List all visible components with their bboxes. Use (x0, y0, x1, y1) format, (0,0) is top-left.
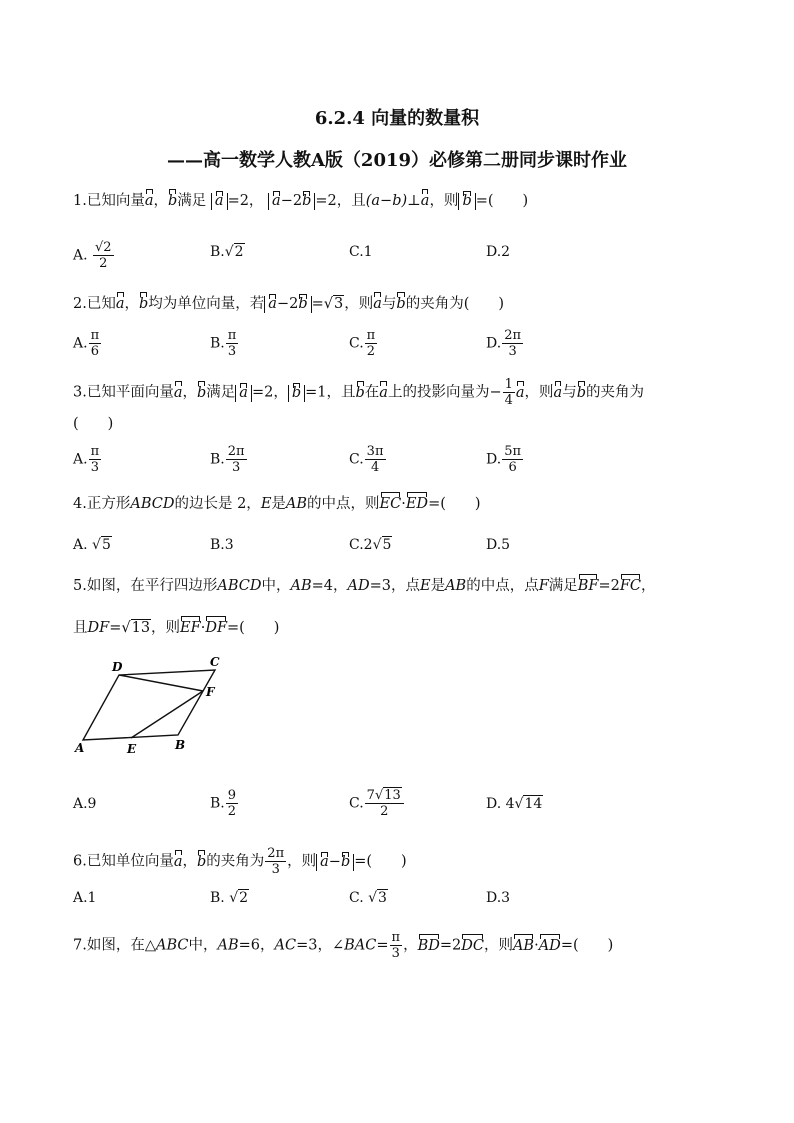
q5-option-b[interactable] (210, 788, 239, 819)
q3-option-c[interactable] (349, 444, 387, 475)
label-f: F (206, 685, 215, 699)
option-label: C.2 (349, 537, 373, 553)
q1-abs-diff (268, 193, 315, 210)
q4-option-c[interactable]: C.2√5 (349, 537, 392, 553)
q4-vector-ec: EC (379, 496, 402, 512)
sqrt-radicand: 2 (239, 890, 249, 906)
option-label: B. (210, 795, 225, 812)
q7-vector-ad: AD (538, 937, 561, 954)
fraction (226, 328, 239, 359)
denominator: 3 (90, 460, 99, 475)
q6-text: 的夹角为 (206, 853, 265, 870)
q2-option-a[interactable] (73, 328, 102, 359)
q3-option-b[interactable] (210, 444, 248, 475)
q3-text: =1，且 (305, 384, 356, 401)
q3-abs-b-var: b (291, 384, 302, 401)
denominator: 3 (271, 862, 280, 877)
q6-text: ，则 (287, 853, 317, 870)
q5-text: 满足 (548, 578, 578, 594)
numerator: √2 (95, 240, 112, 255)
option-label: B. (210, 451, 225, 468)
denominator: 2 (99, 256, 108, 271)
q3-vector-b: b (576, 384, 586, 401)
option-label: C. (349, 890, 364, 906)
q1-abs-diff-b: b (302, 193, 312, 209)
option-label: D. 4 (486, 796, 515, 812)
q5-vector-fc: FC (619, 578, 642, 594)
q5-parallelogram-name: ABCD (217, 578, 262, 594)
option-label: A. (73, 335, 88, 352)
q7-equals: = (376, 937, 389, 954)
q7-dot: · (534, 937, 539, 954)
q6-answer-blank: =( ) (354, 853, 407, 870)
fraction (226, 444, 247, 475)
sqrt-radicand: 13 (384, 788, 401, 803)
sqrt-radicand: 5 (382, 537, 392, 553)
q5-text: =4， (311, 578, 348, 594)
q3-vector-b: b (355, 384, 365, 401)
denominator: 6 (90, 344, 99, 359)
numerator-coefficient: 7 (366, 788, 375, 803)
q7-vector-ab: AB (512, 937, 535, 954)
q7-angle-bac: BAC (344, 937, 377, 954)
sqrt-radicand: 3 (378, 890, 387, 906)
q1-option-b[interactable]: B.√2 (210, 244, 244, 260)
q1-option-c[interactable]: C.1 (349, 244, 373, 260)
question-5-stem (73, 576, 656, 596)
q2-option-b[interactable] (210, 328, 239, 359)
q2-equals: = (311, 296, 324, 312)
q5-text: 的中点，点 (466, 578, 539, 594)
numerator: 2π (504, 328, 522, 343)
denominator: 3 (391, 946, 400, 961)
denominator: 6 (508, 460, 517, 475)
q7-vector-bd: BD (417, 937, 440, 954)
q7-text: =2 (439, 937, 462, 954)
q1-text: 满足 (177, 193, 207, 209)
q1-vector-a: a (144, 193, 154, 209)
q5-text: =2 (598, 578, 620, 594)
option-label: A. (73, 247, 88, 264)
q6-option-d[interactable]: D.3 (486, 890, 511, 906)
q4-point-e: E (260, 496, 272, 512)
q3-text: ，则 (524, 384, 554, 401)
q3-vector-b: b (197, 384, 207, 401)
q1-abs-b (458, 193, 475, 210)
q3-abs-a-var: a (239, 384, 248, 401)
q5-answer-blank: =( ) (227, 620, 280, 636)
sqrt-radicand: 14 (524, 796, 543, 812)
label-e: E (127, 742, 137, 756)
numerator: 1 (504, 377, 513, 392)
fraction (365, 444, 386, 475)
q2-comma: ， (124, 296, 139, 312)
q5-vector-ef: EF (180, 620, 201, 636)
q3-vector-a: a (379, 384, 388, 401)
q7-text: 中， (188, 937, 218, 954)
fraction (265, 846, 286, 877)
q3-vector-a: a (553, 384, 563, 401)
q6-vector-b: b (197, 853, 207, 870)
denominator: 2 (227, 804, 237, 819)
q5-text: =3，点 (369, 578, 420, 594)
q1-comma: ， (153, 193, 168, 209)
question-4-stem (73, 494, 481, 514)
q5-vector-bf: BF (577, 578, 599, 594)
page-subtitle: ——高一数学人教A版（2019）必修第二册同步课时作业 (166, 150, 628, 171)
q6-text: 6.已知单位向量 (73, 853, 174, 870)
q3-option-a[interactable] (73, 444, 102, 475)
q3-text: 与 (562, 384, 577, 401)
q5-dot: · (200, 620, 206, 636)
q7-triangle-name: ABC (156, 937, 189, 954)
q7-text: =6， (238, 937, 275, 954)
numerator: π (90, 444, 100, 459)
q1-abs-b-var: b (462, 193, 472, 209)
q5-equals: = (109, 620, 122, 636)
q1-vector-b: b (168, 193, 178, 209)
q2-option-d[interactable] (486, 328, 524, 359)
q6-option-c[interactable]: C. √3 (349, 890, 387, 906)
q7-text: 7.如图，在△ (73, 937, 156, 954)
q1-option-a[interactable] (73, 240, 115, 271)
numerator: π (90, 328, 100, 343)
numerator: 3π (366, 444, 384, 459)
denominator: 3 (227, 344, 237, 359)
q6-option-b[interactable]: B. √2 (210, 890, 249, 906)
q3-text: =2， (251, 384, 288, 401)
option-label: B. (210, 890, 225, 906)
sqrt-radicand: 13 (131, 620, 151, 636)
q1-abs-a (211, 193, 228, 210)
segment-df (119, 675, 203, 691)
label-a: A (75, 741, 85, 755)
q3-text: 上的投影向量为− (387, 384, 502, 401)
q3-answer-blank: ( ) (73, 416, 114, 432)
q5-text: 中， (261, 578, 291, 594)
q2-abs-a: a (268, 296, 277, 312)
page-title: 6.2.4 向量的数量积 (314, 108, 480, 129)
sqrt-radicand: 5 (101, 537, 111, 553)
q1-option-d[interactable]: D.2 (486, 244, 511, 260)
q4-dot: · (401, 496, 406, 512)
q5-parallelogram-figure (72, 655, 232, 765)
q1-abs-diff-op: −2 (280, 193, 303, 209)
fraction (89, 328, 102, 359)
q4-square-name: ABCD (130, 496, 175, 512)
q6-abs-op: − (328, 853, 341, 870)
numerator: 7√13 (365, 788, 404, 804)
q3-abs-b (288, 385, 305, 402)
q1-text: 1.已知向量 (73, 193, 145, 209)
option-label: C. (349, 335, 364, 352)
q2-abs-op: −2 (276, 296, 299, 312)
q7-text: =3，∠ (296, 937, 345, 954)
numerator: π (391, 930, 401, 945)
q5-segment-df: DF (87, 620, 110, 636)
q7-vector-dc: DC (461, 937, 484, 954)
option-label: B. (210, 244, 225, 260)
q3-text: 满足 (206, 384, 236, 401)
numerator: π (227, 328, 237, 343)
denominator: 3 (232, 460, 241, 475)
sqrt-radicand: 3 (334, 296, 344, 312)
q5-text: 5.如图，在平行四边形 (73, 578, 218, 594)
q2-vector-b: b (396, 296, 406, 312)
question-7-stem (73, 930, 613, 961)
q1-text: =2，且 (315, 193, 366, 209)
q1-option-a-fraction (93, 240, 114, 271)
q5-text: ，则 (151, 620, 181, 636)
q1-text: =2， (227, 193, 264, 209)
fraction (365, 788, 404, 819)
q4-text: 4.正方形 (73, 496, 131, 512)
q5-option-d[interactable]: D. 4√14 (486, 796, 543, 812)
option-label: A. (73, 537, 88, 553)
q5-vector-df: DF (205, 620, 227, 636)
q1-abs-a-var: a (214, 193, 224, 209)
numerator: 2π (227, 444, 245, 459)
q4-text: 的中点，则 (307, 496, 380, 512)
q7-segment-ab: AB (217, 937, 239, 954)
q4-segment-ab: AB (285, 496, 308, 512)
fraction (503, 377, 515, 408)
q5-point-e: E (419, 578, 431, 594)
q6-abs-diff (316, 854, 354, 871)
q2-text: 2.已知 (73, 296, 116, 312)
q5-option-a[interactable]: A.9 (73, 796, 97, 812)
q7-text: ，则 (483, 937, 513, 954)
q6-comma: ， (182, 853, 197, 870)
q3-text: 3.已知平面向量 (73, 384, 174, 401)
option-label: A. (73, 451, 88, 468)
question-6-stem (73, 846, 407, 877)
q4-text: 的边长是 2， (174, 496, 261, 512)
q2-vector-a: a (373, 296, 382, 312)
fraction (390, 930, 403, 961)
fraction (226, 788, 238, 819)
q2-option-c[interactable] (349, 328, 378, 359)
q7-answer-blank: =( ) (560, 937, 614, 954)
q2-text: 均为单位向量，若 (148, 296, 265, 312)
denominator: 2 (380, 804, 389, 819)
figure-lines (83, 670, 215, 740)
numerator: 9 (227, 788, 237, 803)
numerator: 5π (504, 444, 522, 459)
q1-vector-a: a (420, 193, 430, 209)
q2-answer-blank: 的夹角为( ) (405, 296, 505, 312)
denominator: 4 (504, 393, 513, 408)
q6-abs-b: b (340, 853, 351, 870)
option-label: B. (210, 335, 225, 352)
q7-segment-ac: AC (274, 937, 297, 954)
q6-option-a[interactable]: A.1 (73, 890, 97, 906)
q3-text: 的夹角为 (586, 384, 644, 401)
q4-option-d[interactable]: D.5 (486, 537, 511, 553)
q3-comma: ， (182, 384, 197, 401)
q5-text: 是 (430, 578, 446, 594)
q4-option-b[interactable]: B.3 (210, 537, 234, 553)
option-label: D. (486, 451, 502, 468)
q4-text: 是 (271, 496, 286, 512)
q4-option-a[interactable]: A. √5 (73, 537, 111, 553)
q3-text: 在 (364, 384, 380, 401)
fraction (502, 444, 523, 475)
q7-text: ， (403, 937, 418, 954)
q5-option-c[interactable] (349, 788, 405, 819)
option-label: C. (349, 795, 364, 812)
fraction (502, 328, 523, 359)
label-c: C (210, 655, 220, 669)
question-3-stem (73, 377, 644, 408)
q2-vector-a: a (115, 296, 125, 312)
q5-segment-ab: AB (445, 578, 467, 594)
q1-paren: (a−b) (365, 193, 408, 209)
q5-text: ， (641, 578, 656, 594)
fraction (89, 444, 102, 475)
q5-segment-ad: AD (347, 578, 370, 594)
q2-abs-b: b (298, 296, 308, 312)
q3-vector-a: a (173, 384, 183, 401)
sqrt-radicand: 2 (234, 244, 244, 260)
q3-option-d[interactable] (486, 444, 524, 475)
q3-vector-a: a (515, 384, 525, 401)
question-1-stem (73, 191, 528, 211)
q4-vector-ed: ED (405, 496, 429, 512)
question-2-stem: 2.已知a，b均为单位向量，若 a−2b =√3，则a与b的夹角为( ) (73, 296, 505, 312)
q4-answer-blank: =( ) (428, 496, 481, 512)
q6-abs-a: a (320, 853, 329, 870)
option-label: D. (486, 335, 502, 352)
fraction (365, 328, 378, 359)
q1-abs-diff-a: a (272, 193, 281, 209)
q6-vector-a: a (173, 853, 183, 870)
q2-text: 与 (381, 296, 397, 312)
denominator: 2 (366, 344, 376, 359)
q5-segment-ab: AB (290, 578, 312, 594)
segment-ef (131, 691, 203, 738)
q1-answer-blank: =( ) (475, 193, 529, 209)
denominator: 4 (370, 460, 380, 475)
numerator: 2π (267, 846, 285, 861)
q1-text: ，则 (429, 193, 459, 209)
q2-vector-b: b (139, 296, 149, 312)
q1-perp: ⊥ (407, 193, 421, 209)
q2-abs-diff (264, 296, 311, 313)
label-d: D (112, 660, 123, 674)
denominator: 3 (508, 344, 517, 359)
question-5-stem-line2: 且DF=√13，则EF·DF=( ) (73, 620, 280, 636)
option-label: C. (349, 451, 364, 468)
q2-text: ，则 (344, 296, 374, 312)
q5-point-f: F (538, 578, 549, 594)
q3-abs-a (235, 385, 252, 402)
numerator: π (366, 328, 376, 343)
label-b: B (175, 738, 186, 752)
q5-text: 且 (73, 620, 88, 636)
